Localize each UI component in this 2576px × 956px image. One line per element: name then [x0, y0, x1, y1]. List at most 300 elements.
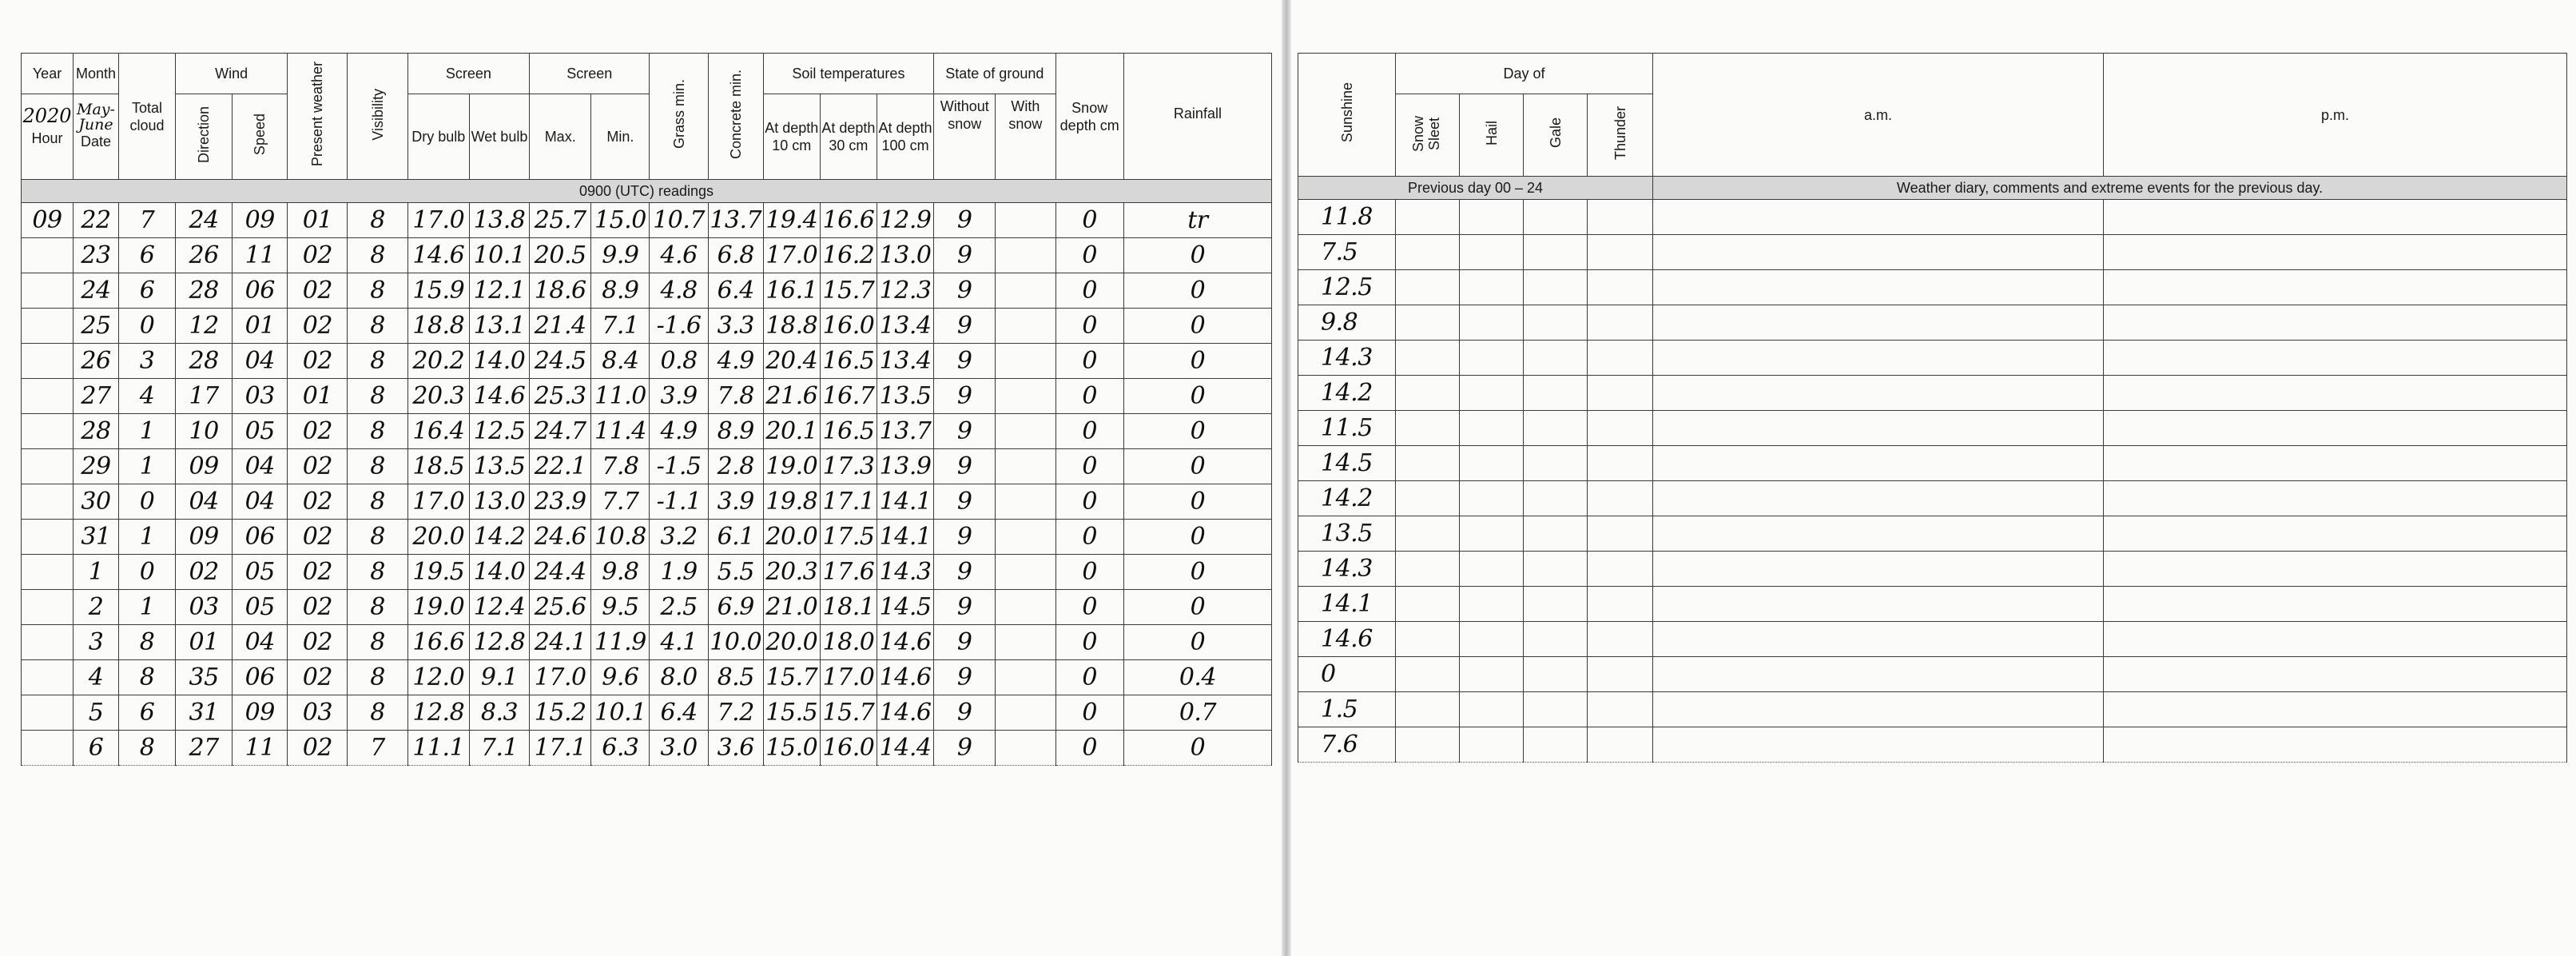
pm-notes-cell[interactable]: [2104, 270, 2567, 305]
am-notes-cell[interactable]: [1653, 200, 2104, 235]
wet-cell: 14.0: [469, 344, 529, 379]
grass-cell: 3.9: [650, 379, 708, 414]
table-row: [1298, 481, 2567, 516]
s10-cell: 15.7: [763, 660, 820, 695]
year-value: 2020: [22, 105, 72, 127]
visibility-header: Visibility: [348, 54, 407, 180]
book-gutter: [1282, 0, 1291, 956]
table-row: [1298, 727, 2567, 763]
min-cell: 15.0: [591, 203, 650, 238]
table-row: [1298, 516, 2567, 552]
ground-cell: 9: [934, 309, 996, 344]
hail-cell[interactable]: [1460, 270, 1524, 305]
dir-cell: 09: [176, 449, 233, 484]
weather-cell: 02: [288, 625, 348, 660]
s100-cell: 12.9: [877, 203, 933, 238]
vis-cell: 8: [348, 449, 407, 484]
wet-cell: 7.1: [469, 731, 529, 766]
snow-sleet-cell[interactable]: [1396, 516, 1460, 552]
hour-cell: [22, 344, 74, 379]
s10-cell: 16.1: [763, 273, 820, 309]
grass-cell: 4.6: [650, 238, 708, 273]
grass-cell: 3.0: [650, 731, 708, 766]
hail-cell[interactable]: [1460, 235, 1524, 270]
table-row: [1298, 657, 2567, 692]
snow-sleet-cell[interactable]: [1396, 481, 1460, 516]
ground-cell: 9: [934, 625, 996, 660]
gale-cell[interactable]: [1524, 270, 1588, 305]
gale-cell[interactable]: [1524, 622, 1588, 657]
gale-cell[interactable]: [1524, 200, 1588, 235]
gale-cell[interactable]: [1524, 692, 1588, 727]
s10-cell: 18.8: [763, 309, 820, 344]
hail-cell[interactable]: [1460, 411, 1524, 446]
thunder-cell[interactable]: [1588, 552, 1653, 587]
gale-cell[interactable]: [1524, 657, 1588, 692]
snow-sleet-cell[interactable]: [1396, 411, 1460, 446]
s100-cell: 14.6: [877, 625, 933, 660]
thunder-cell[interactable]: [1588, 692, 1653, 727]
wet-cell: 8.3: [469, 695, 529, 731]
thunder-cell[interactable]: [1588, 200, 1653, 235]
dry-cell: 17.0: [407, 203, 469, 238]
am-notes-cell[interactable]: [1653, 692, 2104, 727]
cloud-cell: 6: [118, 273, 175, 309]
snow-sleet-cell[interactable]: [1396, 235, 1460, 270]
cloud-cell: 1: [118, 449, 175, 484]
max-cell: 24.4: [530, 555, 591, 590]
sunshine-cell: 11.5: [1298, 411, 1396, 446]
rain-cell: 0: [1123, 309, 1271, 344]
s100-cell: 14.5: [877, 590, 933, 625]
am-notes-cell[interactable]: [1653, 657, 2104, 692]
s100-cell: 14.1: [877, 484, 933, 520]
snow-sleet-cell[interactable]: [1396, 657, 1460, 692]
gale-cell[interactable]: [1524, 235, 1588, 270]
weather-cell: 02: [288, 590, 348, 625]
rain-cell: 0: [1123, 520, 1271, 555]
speed-cell: 01: [233, 309, 288, 344]
gale-cell[interactable]: [1524, 552, 1588, 587]
hail-cell[interactable]: [1460, 727, 1524, 763]
min-cell: 7.7: [591, 484, 650, 520]
hail-cell[interactable]: [1460, 587, 1524, 622]
weather-cell: 02: [288, 309, 348, 344]
s10-cell: 21.0: [763, 590, 820, 625]
snow-sleet-cell[interactable]: [1396, 446, 1460, 481]
table-row: [22, 625, 1272, 660]
dry-cell: 14.6: [407, 238, 469, 273]
max-cell: 24.6: [530, 520, 591, 555]
ground-cell: 9: [934, 414, 996, 449]
month-date-header: May-June Date: [74, 94, 119, 180]
cloud-cell: 3: [118, 344, 175, 379]
sunshine-cell: 14.3: [1298, 341, 1396, 376]
with-snow-cell: [996, 590, 1055, 625]
thunder-cell[interactable]: [1588, 235, 1653, 270]
concrete-min-header: Concrete min.: [708, 54, 763, 180]
sunshine-cell: 14.2: [1298, 481, 1396, 516]
max-cell: 18.6: [530, 273, 591, 309]
hour-cell: [22, 555, 74, 590]
table-row: [22, 379, 1272, 414]
ground-cell: 9: [934, 449, 996, 484]
gale-cell[interactable]: [1524, 411, 1588, 446]
cloud-cell: 0: [118, 309, 175, 344]
diary-band: Weather diary, comments and extreme events for the previous day.: [1653, 177, 2567, 200]
hour-cell: [22, 309, 74, 344]
s10-cell: 15.0: [763, 731, 820, 766]
pm-notes-cell[interactable]: [2104, 200, 2567, 235]
gale-cell[interactable]: [1524, 481, 1588, 516]
concrete-cell: 7.8: [708, 379, 763, 414]
sunshine-cell: 14.6: [1298, 622, 1396, 657]
weather-cell: 03: [288, 695, 348, 731]
with-snow-cell: [996, 660, 1055, 695]
dry-cell: 12.8: [407, 695, 469, 731]
grass-cell: 6.4: [650, 695, 708, 731]
speed-cell: 05: [233, 590, 288, 625]
snow-cell: 0: [1055, 625, 1123, 660]
without-snow-header: Without snow: [934, 94, 996, 180]
snow-sleet-header: Snow Sleet: [1396, 94, 1460, 177]
max-cell: 22.1: [530, 449, 591, 484]
s30-cell: 18.0: [820, 625, 877, 660]
s30-cell: 16.5: [820, 414, 877, 449]
vis-cell: 8: [348, 273, 407, 309]
thunder-cell[interactable]: [1588, 622, 1653, 657]
snow-sleet-cell[interactable]: [1396, 552, 1460, 587]
snow-cell: 0: [1055, 484, 1123, 520]
s100-cell: 13.4: [877, 344, 933, 379]
vis-cell: 8: [348, 625, 407, 660]
am-notes-cell[interactable]: [1653, 235, 2104, 270]
max-cell: 21.4: [530, 309, 591, 344]
present-weather-header: Present weather: [288, 54, 348, 180]
grass-cell: 3.2: [650, 520, 708, 555]
vis-cell: 8: [348, 590, 407, 625]
grass-cell: 4.1: [650, 625, 708, 660]
pm-notes-cell[interactable]: [2104, 235, 2567, 270]
pm-notes-cell[interactable]: [2104, 552, 2567, 587]
table-row: [1298, 411, 2567, 446]
rain-cell: 0: [1123, 238, 1271, 273]
cloud-cell: 6: [118, 238, 175, 273]
table-row: [22, 590, 1272, 625]
grass-cell: 8.0: [650, 660, 708, 695]
max-cell: 17.0: [530, 660, 591, 695]
sunshine-cell: 13.5: [1298, 516, 1396, 552]
concrete-cell: 7.2: [708, 695, 763, 731]
sunshine-cell: 14.5: [1298, 446, 1396, 481]
hail-cell[interactable]: [1460, 341, 1524, 376]
min-cell: 10.1: [591, 695, 650, 731]
sunshine-cell: 0: [1298, 657, 1396, 692]
snow-sleet-cell[interactable]: [1396, 692, 1460, 727]
cloud-cell: 0: [118, 484, 175, 520]
dir-cell: 31: [176, 695, 233, 731]
hail-cell[interactable]: [1460, 657, 1524, 692]
pm-notes-cell[interactable]: [2104, 411, 2567, 446]
s100-cell: 14.3: [877, 555, 933, 590]
weather-register-table: [21, 53, 1272, 766]
concrete-cell: 3.9: [708, 484, 763, 520]
rain-cell: 0: [1123, 555, 1271, 590]
thunder-cell[interactable]: [1588, 270, 1653, 305]
concrete-cell: 8.5: [708, 660, 763, 695]
ground-cell: 9: [934, 379, 996, 414]
hail-header: Hail: [1460, 94, 1524, 177]
hail-cell[interactable]: [1460, 446, 1524, 481]
speed-cell: 11: [233, 731, 288, 766]
dry-cell: 12.0: [407, 660, 469, 695]
min-cell: 11.4: [591, 414, 650, 449]
snow-sleet-cell[interactable]: [1396, 270, 1460, 305]
concrete-cell: 4.9: [708, 344, 763, 379]
sunshine-cell: 14.1: [1298, 587, 1396, 622]
min-cell: 9.9: [591, 238, 650, 273]
vis-cell: 8: [348, 695, 407, 731]
cloud-cell: 1: [118, 520, 175, 555]
dry-cell: 18.5: [407, 449, 469, 484]
am-notes-cell[interactable]: [1653, 305, 2104, 341]
hail-cell[interactable]: [1460, 200, 1524, 235]
vis-cell: 8: [348, 414, 407, 449]
pm-notes-cell[interactable]: [2104, 376, 2567, 411]
pm-notes-cell[interactable]: [2104, 305, 2567, 341]
am-notes-cell[interactable]: [1653, 727, 2104, 763]
min-cell: 7.8: [591, 449, 650, 484]
pm-notes-cell[interactable]: [2104, 692, 2567, 727]
snow-cell: 0: [1055, 449, 1123, 484]
min-cell: 11.9: [591, 625, 650, 660]
speed-cell: 06: [233, 273, 288, 309]
am-notes-cell[interactable]: [1653, 587, 2104, 622]
min-cell: 11.0: [591, 379, 650, 414]
with-snow-cell: [996, 484, 1055, 520]
min-cell: 7.1: [591, 309, 650, 344]
am-notes-cell[interactable]: [1653, 341, 2104, 376]
speed-cell: 06: [233, 520, 288, 555]
grass-cell: -1.1: [650, 484, 708, 520]
concrete-cell: 6.4: [708, 273, 763, 309]
vis-cell: 8: [348, 660, 407, 695]
speed-cell: 09: [233, 695, 288, 731]
snow-sleet-cell[interactable]: [1396, 727, 1460, 763]
dry-cell: 11.1: [407, 731, 469, 766]
with-snow-cell: [996, 625, 1055, 660]
am-notes-cell[interactable]: [1653, 481, 2104, 516]
pm-notes-cell[interactable]: [2104, 622, 2567, 657]
table-row: [1298, 692, 2567, 727]
thunder-cell[interactable]: [1588, 411, 1653, 446]
am-notes-cell[interactable]: [1653, 376, 2104, 411]
thunder-cell[interactable]: [1588, 341, 1653, 376]
vis-cell: 8: [348, 520, 407, 555]
hail-cell[interactable]: [1460, 516, 1524, 552]
vis-cell: 8: [348, 555, 407, 590]
hail-cell[interactable]: [1460, 552, 1524, 587]
soil-temperatures-header: Soil temperatures: [763, 54, 933, 94]
cloud-cell: 8: [118, 660, 175, 695]
date-cell: 26: [74, 344, 119, 379]
hail-cell[interactable]: [1460, 305, 1524, 341]
pm-notes-cell[interactable]: [2104, 446, 2567, 481]
thunder-cell[interactable]: [1588, 727, 1653, 763]
thunder-cell[interactable]: [1588, 516, 1653, 552]
s100-cell: 14.6: [877, 660, 933, 695]
am-notes-cell[interactable]: [1653, 552, 2104, 587]
grass-cell: -1.6: [650, 309, 708, 344]
direction-header: Direction: [176, 94, 233, 180]
table-row: [22, 695, 1272, 731]
s30-cell: 16.7: [820, 379, 877, 414]
s30-cell: 15.7: [820, 695, 877, 731]
gale-cell[interactable]: [1524, 446, 1588, 481]
weather-cell: 02: [288, 449, 348, 484]
dry-cell: 20.0: [407, 520, 469, 555]
weather-cell: 02: [288, 520, 348, 555]
snow-sleet-cell[interactable]: [1396, 622, 1460, 657]
am-notes-cell[interactable]: [1653, 622, 2104, 657]
gale-cell[interactable]: [1524, 587, 1588, 622]
snow-sleet-cell[interactable]: [1396, 200, 1460, 235]
dry-cell: 18.8: [407, 309, 469, 344]
speed-cell: 09: [233, 203, 288, 238]
s30-cell: 17.5: [820, 520, 877, 555]
snow-sleet-cell[interactable]: [1396, 305, 1460, 341]
gale-cell[interactable]: [1524, 376, 1588, 411]
table-row: [22, 238, 1272, 273]
weather-cell: 01: [288, 379, 348, 414]
wet-cell: 12.1: [469, 273, 529, 309]
date-cell: 28: [74, 414, 119, 449]
pm-notes-cell[interactable]: [2104, 727, 2567, 763]
speed-cell: 04: [233, 344, 288, 379]
previous-day-band: Previous day 00 – 24: [1298, 177, 1653, 200]
pm-notes-cell[interactable]: [2104, 341, 2567, 376]
ground-cell: 9: [934, 731, 996, 766]
vis-cell: 8: [348, 238, 407, 273]
pm-notes-cell[interactable]: [2104, 587, 2567, 622]
gale-cell[interactable]: [1524, 727, 1588, 763]
min-header: Min.: [591, 94, 650, 180]
dry-cell: 19.5: [407, 555, 469, 590]
s30-cell: 16.2: [820, 238, 877, 273]
pm-notes-cell[interactable]: [2104, 481, 2567, 516]
weather-cell: 02: [288, 238, 348, 273]
grass-min-header: Grass min.: [650, 54, 708, 180]
pm-notes-cell[interactable]: [2104, 516, 2567, 552]
gale-cell[interactable]: [1524, 341, 1588, 376]
with-snow-cell: [996, 555, 1055, 590]
snow-sleet-cell[interactable]: [1396, 341, 1460, 376]
table-row: [1298, 305, 2567, 341]
wet-cell: 12.5: [469, 414, 529, 449]
table-row: [1298, 341, 2567, 376]
am-notes-cell[interactable]: [1653, 411, 2104, 446]
grass-cell: 1.9: [650, 555, 708, 590]
thunder-cell[interactable]: [1588, 305, 1653, 341]
dir-cell: 28: [176, 273, 233, 309]
table-row: [22, 555, 1272, 590]
hour-cell: [22, 449, 74, 484]
vis-cell: 8: [348, 309, 407, 344]
snow-sleet-cell[interactable]: [1396, 587, 1460, 622]
table-row: [1298, 622, 2567, 657]
sunshine-header: Sunshine: [1298, 54, 1396, 177]
am-notes-cell[interactable]: [1653, 446, 2104, 481]
am-notes-cell[interactable]: [1653, 270, 2104, 305]
pm-notes-cell[interactable]: [2104, 657, 2567, 692]
wet-bulb-header: Wet bulb: [469, 94, 529, 180]
thunder-cell[interactable]: [1588, 657, 1653, 692]
dir-cell: 12: [176, 309, 233, 344]
s30-cell: 16.6: [820, 203, 877, 238]
hail-cell[interactable]: [1460, 622, 1524, 657]
hail-cell[interactable]: [1460, 376, 1524, 411]
min-cell: 10.8: [591, 520, 650, 555]
dir-cell: 03: [176, 590, 233, 625]
am-notes-cell[interactable]: [1653, 516, 2104, 552]
year-header: Year: [22, 54, 74, 94]
month-header: Month: [74, 54, 119, 94]
gale-cell[interactable]: [1524, 305, 1588, 341]
table-row: [1298, 446, 2567, 481]
max-cell: 23.9: [530, 484, 591, 520]
snow-cell: 0: [1055, 379, 1123, 414]
snow-cell: 0: [1055, 695, 1123, 731]
date-cell: 4: [74, 660, 119, 695]
cloud-cell: 6: [118, 695, 175, 731]
table-row: [1298, 235, 2567, 270]
min-cell: 9.8: [591, 555, 650, 590]
snow-sleet-cell[interactable]: [1396, 376, 1460, 411]
weather-cell: 02: [288, 660, 348, 695]
thunder-cell[interactable]: [1588, 446, 1653, 481]
ground-cell: 9: [934, 590, 996, 625]
table-row: [1298, 552, 2567, 587]
rain-cell: 0: [1123, 449, 1271, 484]
s10-cell: 19.4: [763, 203, 820, 238]
s100-cell: 13.7: [877, 414, 933, 449]
hail-cell[interactable]: [1460, 481, 1524, 516]
sunshine-cell: 14.2: [1298, 376, 1396, 411]
with-snow-cell: [996, 520, 1055, 555]
date-cell: 31: [74, 520, 119, 555]
weather-cell: 02: [288, 731, 348, 766]
sunshine-cell: 14.3: [1298, 552, 1396, 587]
ground-cell: 9: [934, 344, 996, 379]
snow-cell: 0: [1055, 555, 1123, 590]
s100-cell: 14.4: [877, 731, 933, 766]
s10-cell: 17.0: [763, 238, 820, 273]
grass-cell: 4.9: [650, 414, 708, 449]
s100-cell: 12.3: [877, 273, 933, 309]
thunder-cell[interactable]: [1588, 481, 1653, 516]
thunder-cell[interactable]: [1588, 587, 1653, 622]
hail-cell[interactable]: [1460, 692, 1524, 727]
thunder-cell[interactable]: [1588, 376, 1653, 411]
concrete-cell: 13.7: [708, 203, 763, 238]
weather-cell: 02: [288, 555, 348, 590]
right-page: [1291, 0, 2576, 956]
rain-cell: 0: [1123, 731, 1271, 766]
table-row: [1298, 200, 2567, 235]
depth-10-header: At depth 10 cm: [763, 94, 820, 180]
max-cell: 20.5: [530, 238, 591, 273]
gale-cell[interactable]: [1524, 516, 1588, 552]
